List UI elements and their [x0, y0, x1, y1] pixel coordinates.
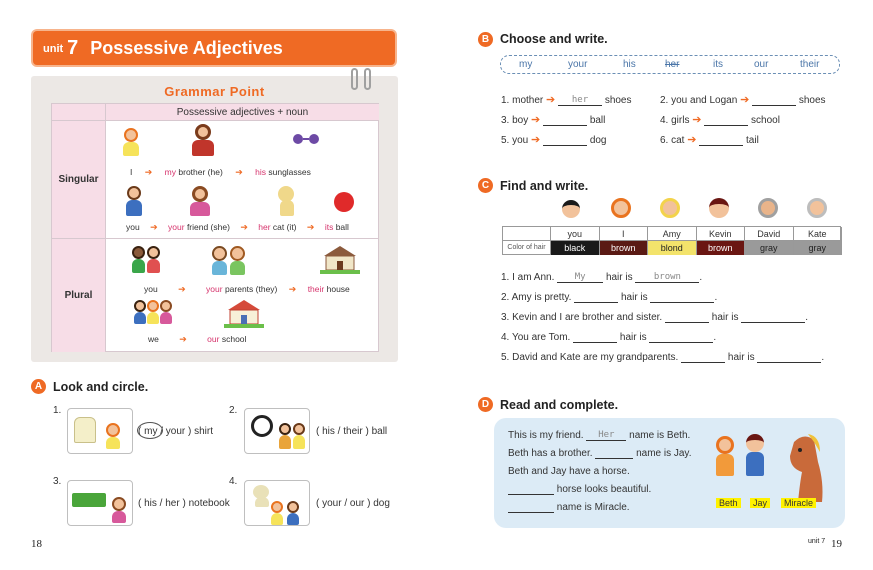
unit-word: unit: [43, 43, 64, 55]
a-item-3-options[interactable]: ( his / her ) notebook: [138, 498, 230, 509]
hair-color-cell: blond: [648, 241, 697, 255]
a-item-4-picture: [244, 480, 310, 526]
poss-its: its: [324, 222, 334, 232]
b-item-1: 1. mother ➔ her shoes: [501, 94, 632, 106]
b-item-5-answer[interactable]: [543, 135, 587, 146]
noun-sunglasses: sunglasses: [268, 167, 311, 177]
a-item-1-picture: [67, 408, 133, 454]
c-item-3-answer-2[interactable]: [741, 312, 805, 323]
b-item-3-answer[interactable]: [543, 115, 587, 126]
noun-ball: ball: [335, 222, 349, 232]
hair-color-cell: gray: [745, 241, 794, 255]
b-item-5: 5. you ➔ dog: [501, 134, 607, 146]
person-name-cell: Kate: [794, 227, 843, 241]
person-name-cell: I: [600, 227, 649, 241]
b-item-4-answer[interactable]: [704, 115, 748, 126]
noun-friend: friend (she): [186, 222, 230, 232]
poss-your: your: [168, 222, 185, 232]
c-item-2-answer-2[interactable]: [650, 292, 714, 303]
c-item-4-answer-2[interactable]: [649, 332, 713, 343]
subject-we: we: [148, 334, 159, 344]
a-item-3-picture: [67, 480, 133, 526]
grammar-title: Grammar Point: [164, 84, 265, 99]
c-item-1-answer-1[interactable]: My: [557, 272, 603, 283]
a-item-2-options[interactable]: ( his / their ) ball: [316, 426, 388, 437]
b-item-1-answer[interactable]: her: [558, 95, 602, 106]
c-item-5-answer-1[interactable]: [681, 352, 725, 363]
section-d-badge: D: [478, 397, 493, 412]
b-item-6-answer[interactable]: [699, 135, 743, 146]
noun-house: house: [326, 284, 350, 294]
poss-his: his: [255, 167, 266, 177]
person-name-cell: Amy: [648, 227, 697, 241]
tag-beth: Beth: [716, 498, 741, 508]
b-item-2-answer[interactable]: [752, 95, 796, 106]
b-item-4: 4. girls ➔ school: [660, 114, 780, 126]
noun-cat: cat (it): [272, 222, 297, 232]
b-item-2: 2. you and Logan ➔ shoes: [660, 94, 826, 106]
house-icon: [320, 244, 360, 279]
section-b-title: Choose and write.: [500, 32, 608, 46]
d-line-3: Beth and Jay have a horse.: [508, 466, 630, 477]
person-name-cell: you: [551, 227, 600, 241]
unit-title: Possessive Adjectives: [90, 37, 283, 58]
sunglasses-icon: [290, 132, 322, 150]
a-item-4-options[interactable]: ( your / our ) dog: [316, 498, 390, 509]
c-item-1: 1. I am Ann. My hair is brown .: [501, 272, 703, 283]
unit-number: 7: [67, 36, 79, 59]
a-item-1-num: 1.: [53, 405, 62, 416]
plural-label: Plural: [52, 239, 106, 352]
grammar-point-panel: [31, 76, 398, 362]
hair-color-cell: black: [551, 241, 600, 255]
b-item-3: 3. boy ➔ ball: [501, 114, 606, 126]
a-item-3-num: 3.: [53, 476, 62, 487]
word-our: our: [754, 59, 769, 70]
c-item-3: 3. Kevin and I are brother and sister. hair is .: [501, 312, 809, 323]
d-line-1: This is my friend. Her name is Beth.: [508, 430, 691, 441]
section-c-badge: C: [478, 178, 493, 193]
person-name-cell: Kevin: [697, 227, 746, 241]
hair-color-cell: brown: [600, 241, 649, 255]
noun-school: school: [221, 334, 247, 344]
c-item-5-answer-2[interactable]: [757, 352, 821, 363]
word-their: their: [800, 59, 820, 70]
read-panel: [494, 418, 845, 528]
a-item-2-picture: [244, 408, 310, 454]
noun-parents: parents (they): [224, 284, 278, 294]
word-his: his: [623, 59, 636, 70]
a-item-2-num: 2.: [229, 405, 238, 416]
section-c-title: Find and write.: [500, 179, 589, 193]
poss-our: our: [207, 334, 220, 344]
hair-row-label: Color of hair: [503, 241, 551, 255]
subject-you: you: [126, 222, 140, 232]
d-line-2-answer[interactable]: [595, 448, 633, 459]
answer-circle: [137, 422, 163, 439]
subject-i: I: [130, 167, 133, 177]
c-item-2: 2. Amy is pretty. hair is .: [501, 292, 718, 303]
tag-miracle: Miracle: [781, 498, 816, 508]
section-a-badge: A: [31, 379, 46, 394]
c-item-4-answer-1[interactable]: [573, 332, 617, 343]
person-name-cell: David: [745, 227, 794, 241]
singular-label: Singular: [52, 121, 106, 238]
word-its: its: [713, 59, 723, 70]
page-number-right: 19: [831, 538, 842, 550]
d-line-4-answer[interactable]: [508, 484, 554, 495]
d-line-2: Beth has a brother. name is Jay.: [508, 448, 692, 459]
grammar-table: Possessive adjectives + noun Singular Plural I ➔ my brother (he) ➔ his sunglasses you ➔ your friend (she) ➔ her cat (it) ➔ its ball you ➔ your parents (they) ➔ their house we ➔ our school: [51, 103, 379, 352]
poss-your-plural: your: [206, 284, 223, 294]
section-b-badge: B: [478, 32, 493, 47]
unit-banner: [33, 31, 395, 65]
word-your: your: [568, 59, 588, 70]
word-my: my: [519, 59, 533, 70]
c-item-5: 5. David and Kate are my grandparents. hair is .: [501, 352, 825, 363]
d-line-5-answer[interactable]: [508, 502, 554, 513]
subject-you-plural: you: [144, 284, 158, 294]
a-item-1-options[interactable]: ( my / your ) shirt: [138, 426, 214, 437]
word-her-crossed: her: [665, 59, 680, 70]
school-icon: [224, 298, 264, 333]
hair-color-cell: gray: [794, 241, 843, 255]
c-item-4: 4. You are Tom. hair is .: [501, 332, 717, 343]
hair-color-cell: brown: [697, 241, 746, 255]
word-bank: [500, 55, 840, 74]
section-d-title: Read and complete.: [500, 398, 619, 412]
d-line-4: horse looks beautiful.: [508, 484, 651, 495]
table-header: Possessive adjectives + noun: [106, 104, 379, 121]
c-item-2-answer-1[interactable]: [574, 292, 618, 303]
section-a-title: Look and circle.: [53, 380, 149, 394]
a-item-4-num: 4.: [229, 476, 238, 487]
c-item-3-answer-1[interactable]: [665, 312, 709, 323]
c-item-1-answer-2[interactable]: brown: [635, 272, 699, 283]
d-line-5: name is Miracle.: [508, 502, 630, 513]
b-item-6: 6. cat ➔ tail: [660, 134, 759, 146]
noun-brother: brother (he): [178, 167, 223, 177]
footer-unit: unit 7: [808, 538, 826, 545]
d-line-1-answer[interactable]: Her: [586, 430, 626, 441]
tag-jay: Jay: [750, 498, 770, 508]
poss-her: her: [258, 222, 271, 232]
poss-their: their: [307, 284, 325, 294]
poss-my: my: [164, 167, 177, 177]
page-number-left: 18: [31, 538, 42, 550]
